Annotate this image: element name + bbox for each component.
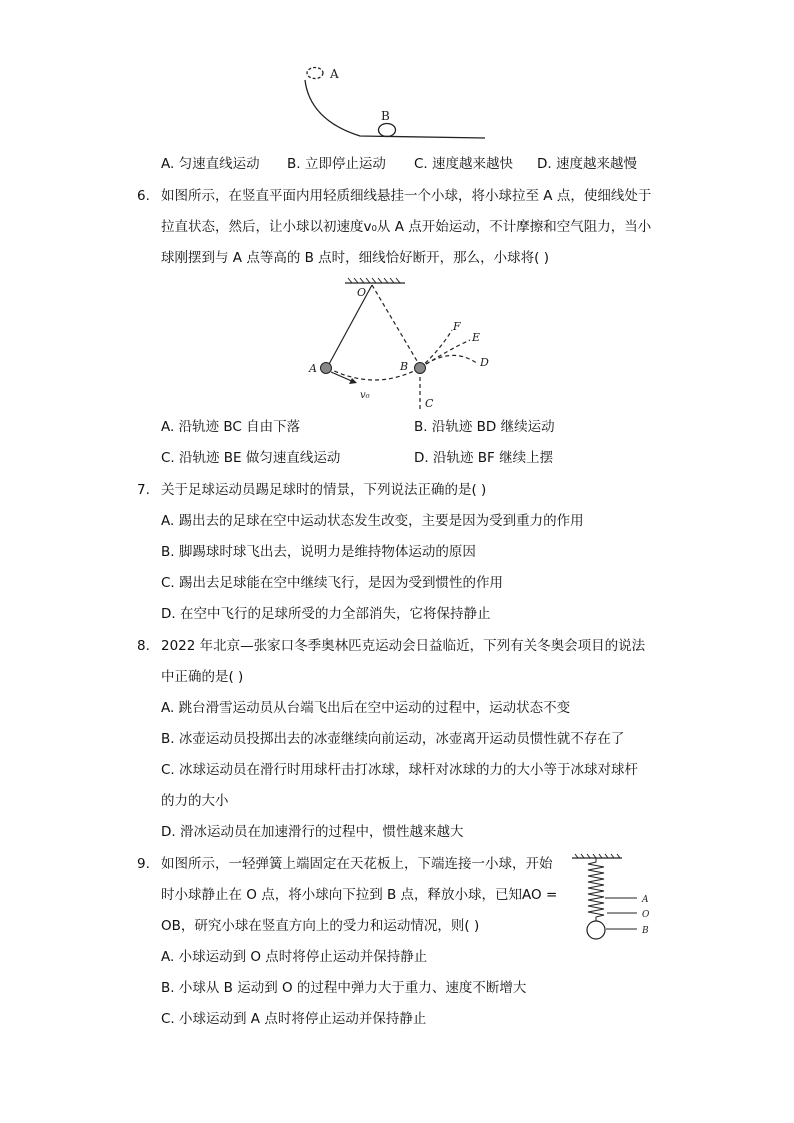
q9-number: 9.: [137, 856, 150, 872]
q6-option-a[interactable]: A. 沿轨迹 BC 自由下落: [161, 419, 301, 435]
q8-option-c[interactable]: C. 冰球运动员在滑行时用球杆击打冰球，球杆对冰球的力的大小等于冰球对球杆: [161, 762, 639, 778]
q6-stem-line-3: 球刚摆到与 A 点等高的 B 点时，细线恰好断开，那么，小球将( ): [161, 250, 549, 266]
q9-option-b[interactable]: B. 小球从 B 运动到 O 的过程中弹力大于重力、速度不断增大: [161, 980, 527, 996]
q9-option-c[interactable]: C. 小球运动到 A 点时将停止运动并保持静止: [161, 1011, 427, 1027]
q6-number: 6.: [137, 188, 150, 204]
q5-option-a[interactable]: A. 匀速直线运动: [161, 156, 260, 172]
spring-ball: [587, 921, 605, 939]
label-e: E: [472, 331, 481, 344]
q6-stem-line-2: 拉直状态，然后，让小球以初速度v₀从 A 点开始运动，不计摩擦和空气阻力，当小: [161, 219, 652, 235]
spring-coil: [588, 858, 604, 922]
spring-label-a: A: [642, 895, 649, 905]
q7-option-b[interactable]: B. 脚踢球时球飞出去，说明力是维持物体运动的原因: [161, 544, 476, 560]
q8-number: 8.: [137, 638, 150, 654]
q8-option-a[interactable]: A. 跳台滑雪运动员从台端飞出后在空中运动的过程中，运动状态不变: [161, 700, 571, 716]
q7-option-a[interactable]: A. 踢出去的足球在空中运动状态发生改变，主要是因为受到重力的作用: [161, 513, 584, 529]
label-v0: v₀: [360, 390, 370, 401]
q6-stem-line-1: 如图所示，在竖直平面内用轻质细线悬挂一个小球，将小球拉至 A 点，使细线处于: [161, 188, 652, 204]
q6-option-d[interactable]: D. 沿轨迹 BF 继续上摆: [414, 450, 554, 466]
label-a: A: [309, 362, 317, 375]
q8-option-d[interactable]: D. 滑冰运动员在加速滑行的过程中，惯性越来越大: [161, 824, 464, 840]
q9-option-a[interactable]: A. 小球运动到 O 点时将停止运动并保持静止: [161, 949, 428, 965]
q9-stem-line-3: OB，研究小球在竖直方向上的受力和运动情况，则( ): [161, 918, 480, 934]
label-o: O: [357, 286, 367, 299]
q8-stem-line-1: 2022 年北京—张家口冬季奥林匹克运动会日益临近，下列有关冬奥会项目的说法: [161, 638, 646, 654]
q8-option-c-cont: 的力的大小: [161, 793, 229, 809]
q8-option-b[interactable]: B. 冰壶运动员投掷出去的冰壶继续向前运动，冰壶离开运动员惯性就不存在了: [161, 731, 625, 747]
label-c: C: [425, 397, 434, 410]
q7-number: 7.: [137, 482, 150, 498]
q6-option-c[interactable]: C. 沿轨迹 BE 做匀速直线运动: [161, 450, 341, 466]
spring-label-o: O: [642, 910, 650, 920]
q5-option-b[interactable]: B. 立即停止运动: [287, 156, 386, 172]
label-d: D: [480, 356, 489, 369]
q5-option-c[interactable]: C. 速度越来越快: [414, 156, 514, 172]
label-b: B: [381, 109, 390, 123]
label-a: A: [330, 67, 339, 81]
spring-label-b: B: [642, 926, 649, 936]
q7-stem: 关于足球运动员踢足球时的情景，下列说法正确的是( ): [161, 482, 487, 498]
q7-option-c[interactable]: C. 踢出去足球能在空中继续飞行，是因为受到惯性的作用: [161, 575, 504, 591]
q8-stem-line-2: 中正确的是( ): [161, 669, 244, 685]
label-b: B: [400, 360, 409, 373]
q6-option-b[interactable]: B. 沿轨迹 BD 继续运动: [414, 419, 555, 435]
q5-option-d[interactable]: D. 速度越来越慢: [537, 156, 637, 172]
q9-stem-line-2: 时小球静止在 O 点，将小球向下拉到 B 点，释放小球，已知AO =: [161, 887, 558, 903]
q9-stem-line-1: 如图所示，一轻弹簧上端固定在天花板上，下端连接一小球，开始: [161, 856, 553, 872]
q7-option-d[interactable]: D. 在空中飞行的足球所受的力全部消失，它将保持静止: [161, 606, 491, 622]
label-f: F: [453, 320, 461, 333]
